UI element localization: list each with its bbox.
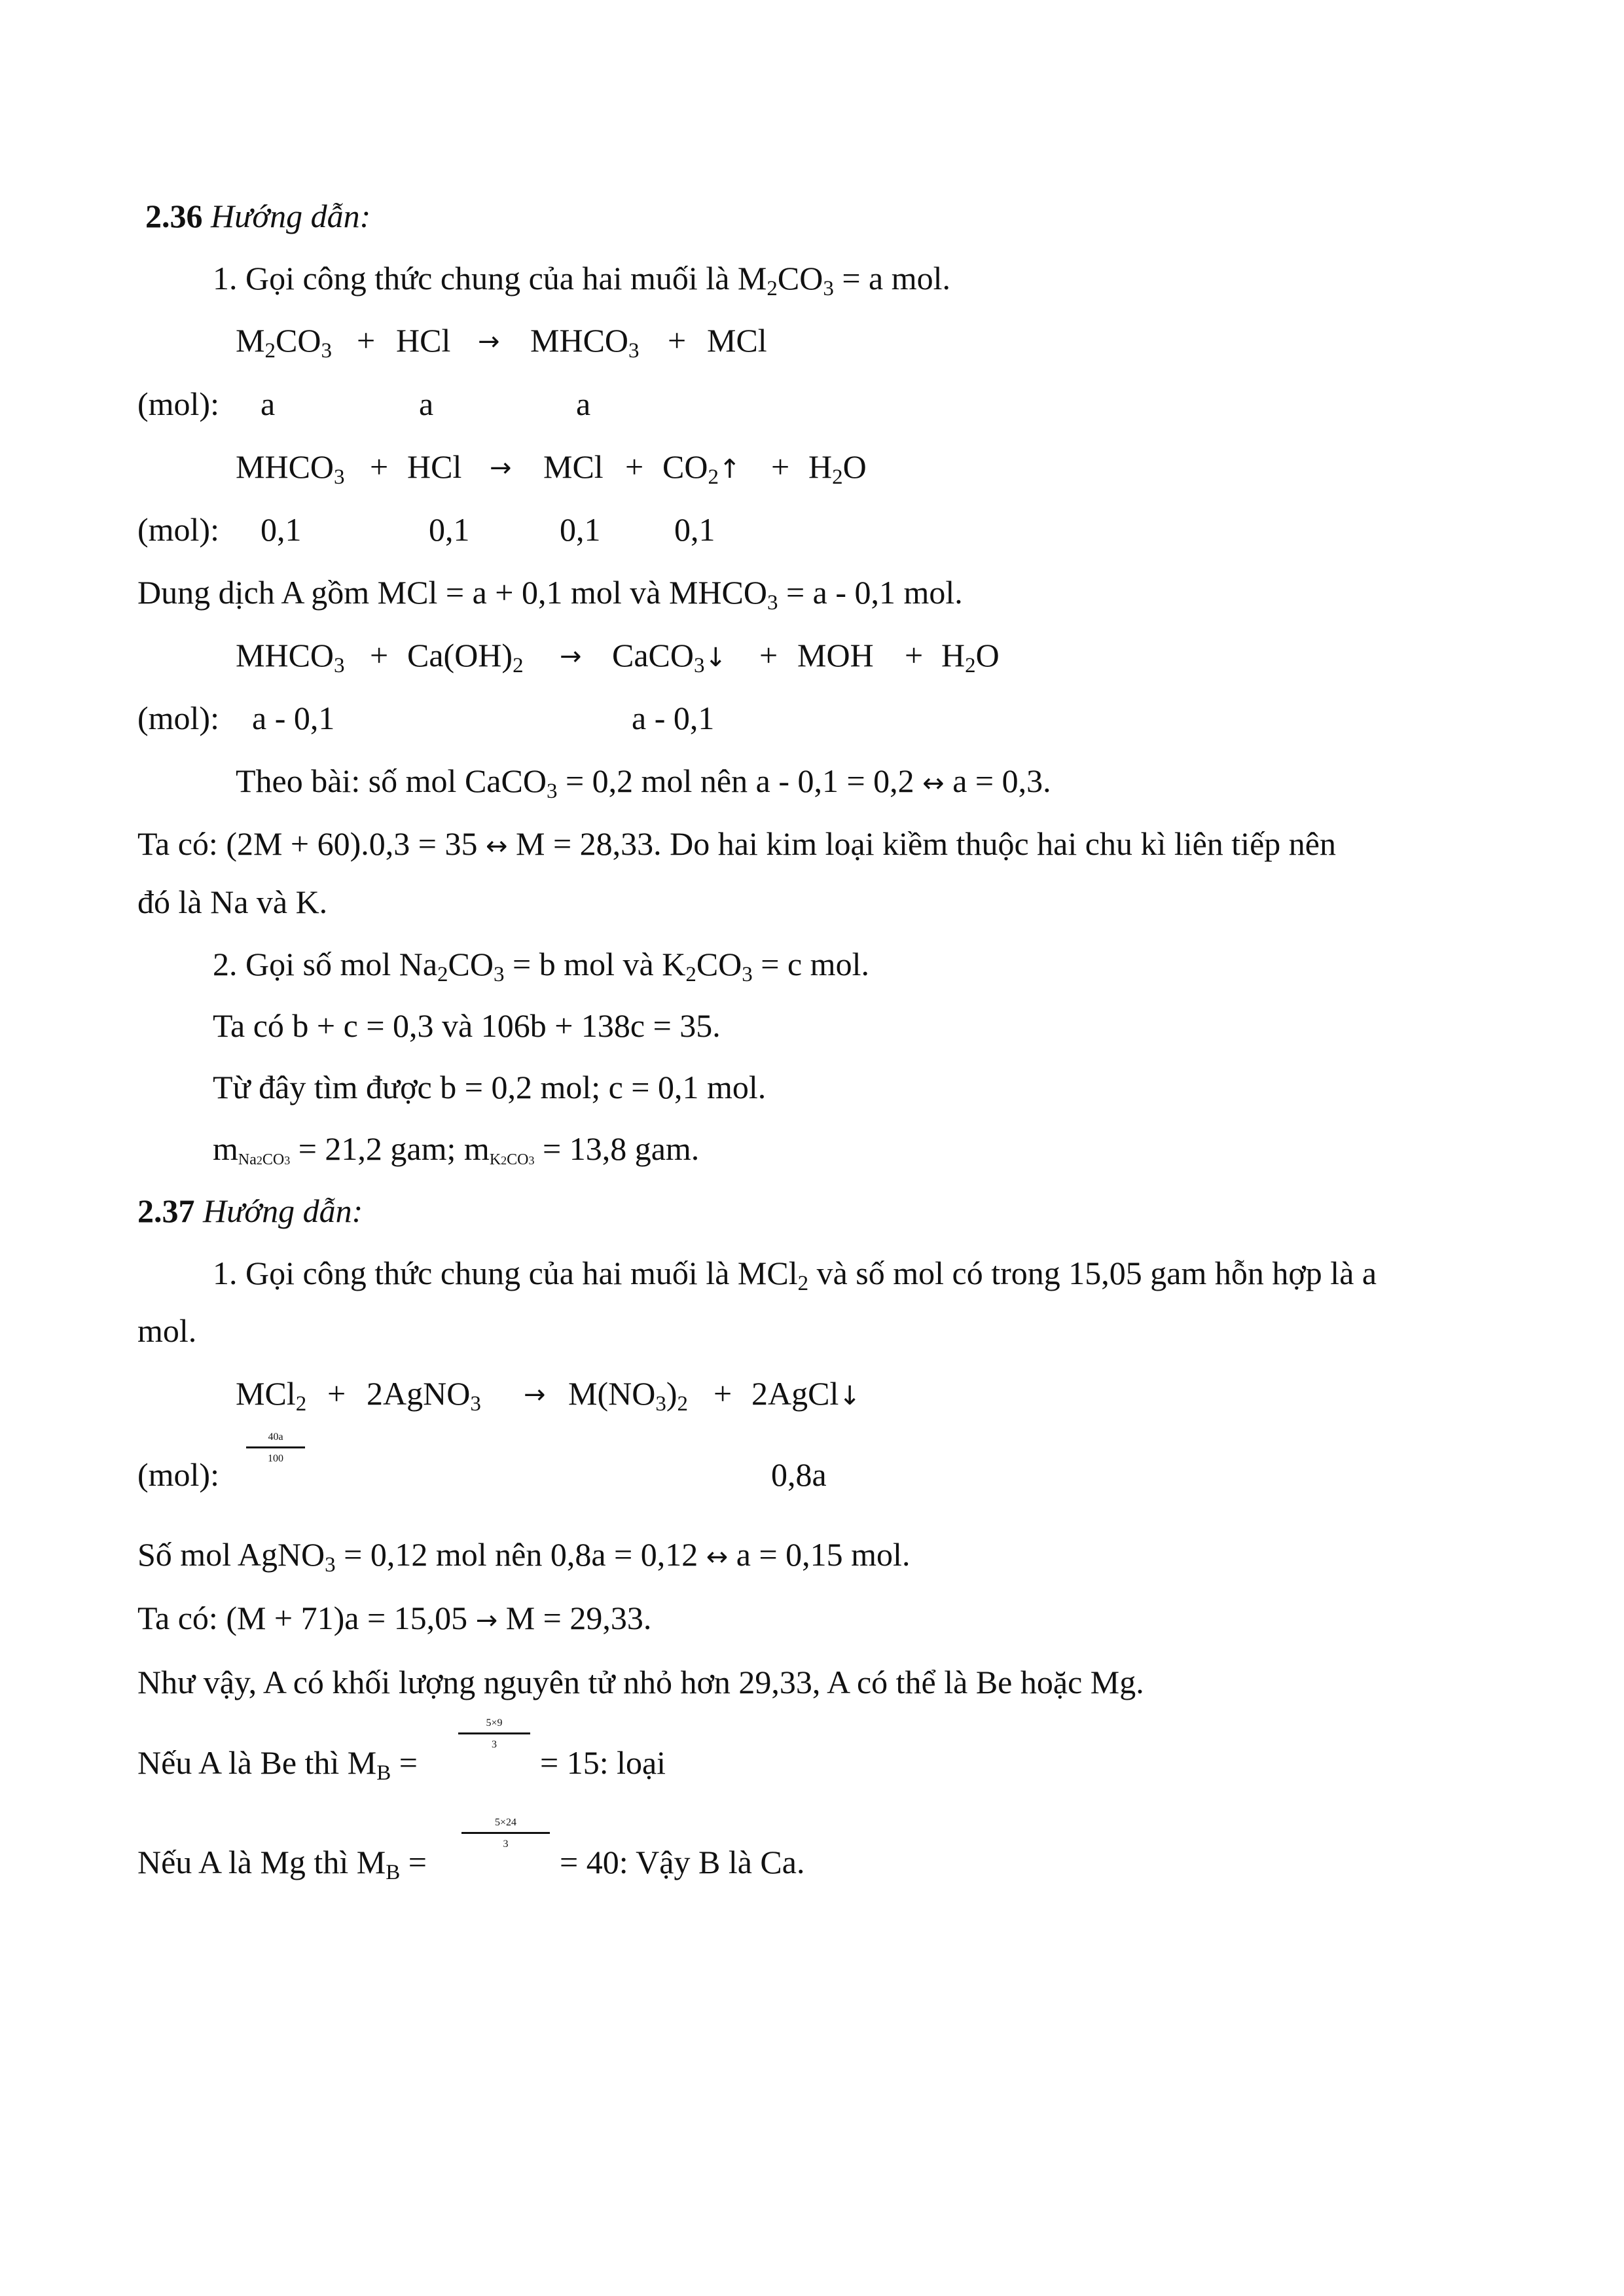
paragraph: Số mol AgNO$_3$ = 0,12 mol nên 0,8a = 0,12 ↔ a = 0,15 mol. [137,1536,911,1577]
paragraph: Ta có: (2M + 60).0,3 = 35 ↔ M = 28,33. Do hai kim loại kiềm thuộc hai chu kì liên tiếp nên [137,825,1336,862]
implication-arrow-icon: → [475,1605,498,1636]
fraction: 5×9 3 [458,1718,530,1750]
section-title: Hướng dẫn: [211,198,371,234]
mass-result: $m_{Na2CO3} = 21,2$ gam; $m_{K2CO3} = 13,8$ gam. [213,1130,700,1168]
paragraph: Dung dịch A gồm MCl = a + 0,1 mol và $MHCO_3 = a - 0,1$ mol. [137,574,963,615]
product: MCl [707,322,767,359]
product: $MHCO_3$ [530,322,640,363]
paragraph: 1. Gọi công thức chung của hai muối là $M_2CO_3 = a$ mol. [213,260,951,301]
reactant: HCl [396,322,451,359]
paragraph: đó là Na và K. [137,884,328,920]
gas-arrow-icon: ↑ [718,454,741,484]
paragraph: Theo bài: số mol CaCO$_3$ = 0,2 mol nên a - 0,1 = 0,2 ↔ a = 0,3. [236,762,1051,804]
section-number: 2.36 [145,198,203,234]
paragraph: 1. Gọi công thức chung của hai muối là MCl$_2$ và số mol có trong 15,05 gam hỗn hợp là a [213,1255,1377,1296]
reaction-arrow-icon: → [524,1380,546,1410]
paragraph: Ta có b + c = 0,3 và 106b + 138c = 35. [213,1007,721,1044]
precipitate-arrow-icon: ↓ [704,643,727,673]
section-heading-2-36 [145,200,370,232]
paragraph: Từ đây tìm được b = 0,2 mol; c = 0,1 mol. [213,1069,767,1105]
document-page: 2.36 Hướng dẫn: 1. Gọi công thức chung của hai muối là $M_2CO_3 = a$ mol. $M_2CO_3$ + HCl → $MHCO_3$ + MCl (mol): a a a $MHCO_3$ + HCl → MCl + $CO_2↑$ + $H_2O$ (mol): 0,1 0,1 0,1 0,1 Dung dịch A gồm MCl = a + 0,1 mol và $MHCO_3 = a - 0,1$ mol. $MHCO_3$ + $Ca(OH)_2$ → CaCO$_3$↓ + MOH + $H_2O$ (mol): a - 0,1 a - 0,1 Theo bài: số mol CaCO$_3$ = 0,2 mol nên a - 0,1 = 0,2 ↔ a = 0,3. Ta có: (2M + 60).0,3 = 35 ↔ M = 28,33. Do hai kim loại kiềm thuộc hai chu kì liên tiếp nên đó là Na và K. 2. Gọi số mol $Na_2CO_3 = b$ mol và $K_2CO_3 = c$ mol. Ta có b + c = 0,3 và 106b + 138c = 35. Từ đây tìm được b = 0,2 mol; c = 0,1 mol. $m_{Na2CO3} = 21,2$ gam; $m_{K2CO3} = 13,8$ gam. 2.37 Hướng dẫn: 1. Gọi công thức chung của hai muối là MCl$_2$ và số mol có trong 15,05 gam hỗn hợp là a mol. MCl$_2$ + 2AgNO$_3$ → $M(NO_3)_2$ + 2AgCl↓ (mol): 40a 100 0,8a Số mol AgNO$_3$ = 0,12 mol nên 0,8a = 0,12 ↔ a = 0,15 mol. Ta có: (M + 71)a = 15,05 → M = 29,33. Như vậy, A có khối lượng nguyên tử nhỏ hơn 29,33, A có thể là Be hoặc Mg. Nếu A là Be thì $M_B$ = 5×9 3 = 15: loại Nếu A là Mg thì $M_B$ = 5×24 3 = 40: Vậy B là Ca. [137,198,1377,1885]
equivalence-arrow-icon: ↔ [922,768,945,798]
paragraph: mol. [137,1312,197,1349]
reaction-arrow-icon: → [560,641,582,672]
equivalence-arrow-icon: ↔ [706,1542,729,1572]
paragraph: Như vậy, A có khối lượng nguyên tử nhỏ hơn 29,33, A có thể là Be hoặc Mg. [137,1664,1144,1700]
section-title: Hướng dẫn: [203,1193,363,1229]
plus-sign: + [668,322,687,359]
paragraph: 2. Gọi số mol $Na_2CO_3 = b$ mol và $K_2CO_3 = c$ mol. [213,946,869,987]
equivalence-arrow-icon: ↔ [485,831,508,861]
fraction: 5×24 3 [461,1818,550,1850]
reaction-arrow-icon: → [490,453,512,483]
plus-sign: + [357,322,376,359]
paragraph: Ta có: (M + 71)a = 15,05 → M = 29,33. [137,1600,652,1636]
precipitate-arrow-icon: ↓ [839,1381,861,1411]
section-number: 2.37 [137,1193,195,1229]
section-heading-2-37 [137,1194,363,1227]
fraction: 40a 100 [246,1432,305,1464]
reactant: $M_2CO_3$ [236,322,332,363]
reaction-arrow-icon: → [478,327,500,357]
